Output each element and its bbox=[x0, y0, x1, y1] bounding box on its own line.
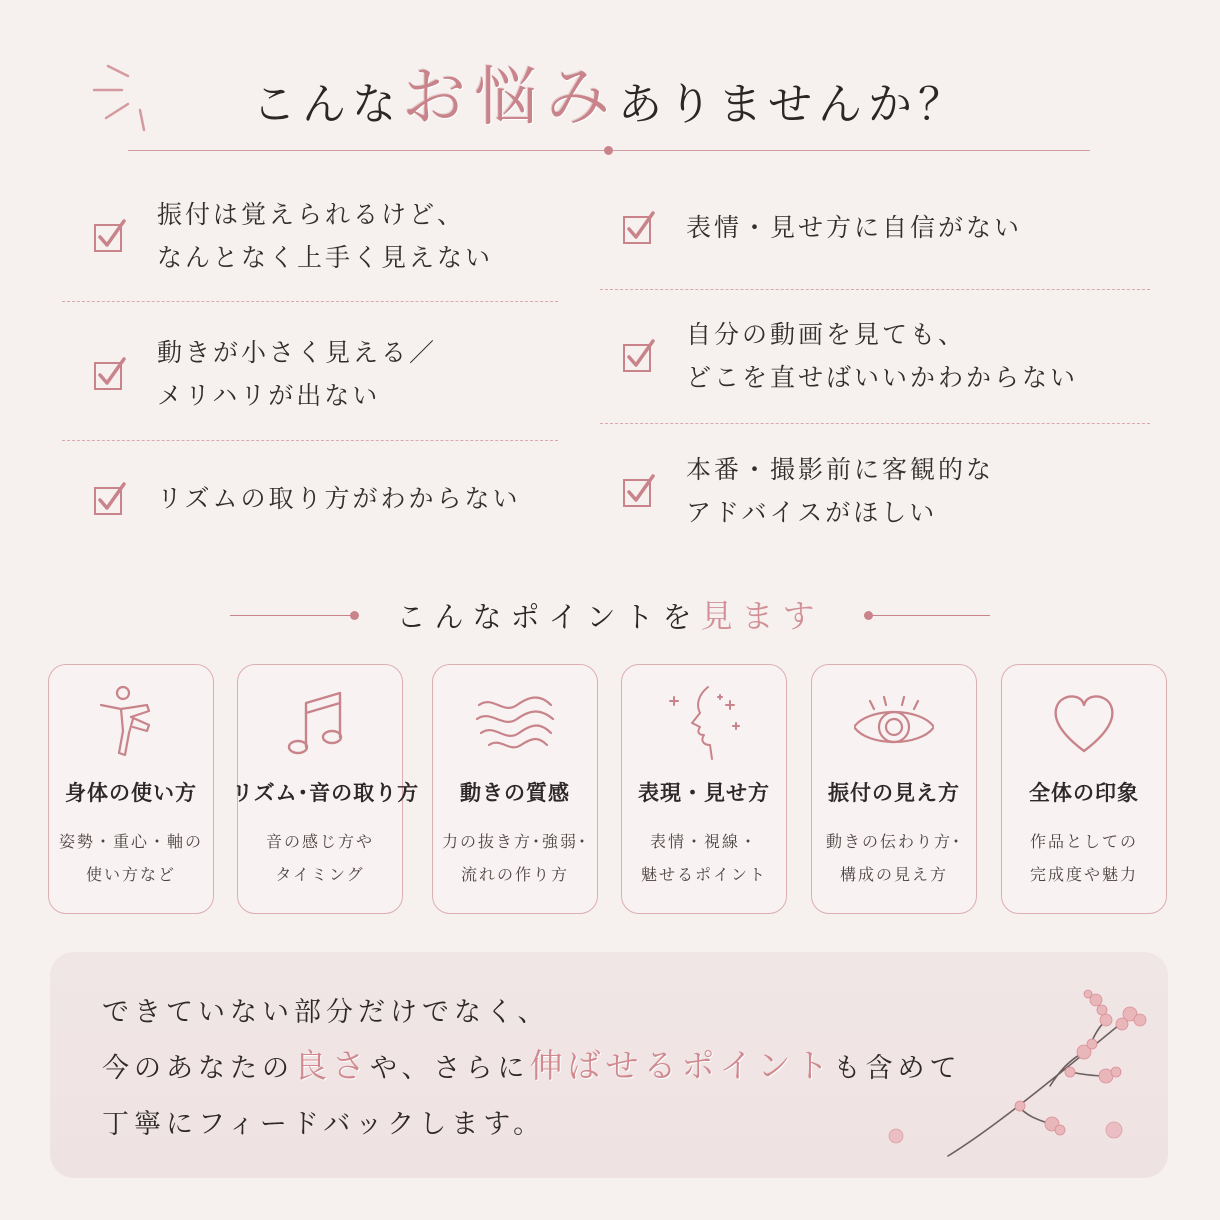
worry-line: アドバイスがほしい bbox=[686, 498, 938, 527]
cherry-blossom-branch-icon bbox=[870, 980, 1160, 1170]
title-divider-dot bbox=[604, 146, 613, 155]
card-desc-line: 完成度や魅力 bbox=[1029, 865, 1138, 884]
title-pre: こんな bbox=[252, 79, 402, 130]
heart-icon bbox=[1044, 683, 1124, 763]
card-desc-line: 構成の見え方 bbox=[839, 865, 948, 884]
closing-accent-goodness: 良さ bbox=[294, 1046, 370, 1085]
card-desc-line: 力の抜き方･強弱･ bbox=[441, 832, 588, 851]
point-card bbox=[48, 664, 214, 914]
worry-line: 振付は覚えられるけど、 bbox=[157, 200, 466, 229]
music-note-icon bbox=[280, 683, 360, 763]
card-desc-line: 流れの作り方 bbox=[460, 865, 569, 884]
worry-line: 動きが小さく見える／ bbox=[157, 338, 438, 367]
title-accent: お悩み bbox=[402, 61, 618, 135]
card-desc-line: 表情・視線・ bbox=[649, 832, 758, 851]
worry-item bbox=[622, 448, 994, 534]
dashed-divider bbox=[62, 440, 558, 441]
closing-line-3: 丁寧にフィードバックします。 bbox=[102, 1109, 546, 1140]
checkbox-checked-icon bbox=[622, 211, 656, 245]
checkbox-checked-icon bbox=[622, 474, 656, 508]
closing-text: も含めて bbox=[833, 1053, 962, 1084]
worry-line: 表情・見せ方に自信がない bbox=[686, 213, 1023, 242]
closing-accent-growth-points: 伸ばせるポイント bbox=[529, 1046, 834, 1085]
card-desc-line: 魅せるポイント bbox=[640, 865, 767, 884]
card-title: リズム･音の取り方 bbox=[232, 780, 420, 805]
point-card bbox=[811, 664, 977, 914]
point-card bbox=[232, 664, 420, 914]
worry-line: 自分の動画を見ても、 bbox=[686, 320, 967, 349]
page-title bbox=[0, 58, 1220, 154]
dancer-icon bbox=[91, 683, 171, 763]
worry-line: どこを直せばいいかわからない bbox=[686, 363, 1079, 392]
points-heading bbox=[0, 588, 1220, 650]
eye-icon bbox=[854, 683, 934, 763]
worry-item bbox=[93, 331, 437, 417]
dashed-divider bbox=[600, 289, 1150, 290]
worry-line: メリハリが出ない bbox=[157, 381, 381, 410]
points-heading-accent: 見ます bbox=[700, 597, 824, 635]
wave-icon bbox=[475, 683, 555, 763]
card-title: 全体の印象 bbox=[1029, 780, 1139, 805]
card-title: 動きの質感 bbox=[460, 780, 570, 805]
worry-item bbox=[622, 313, 1078, 399]
worry-line: なんとなく上手く見えない bbox=[157, 243, 494, 272]
card-desc-line: 姿勢・重心・軸の bbox=[58, 832, 203, 851]
dashed-divider bbox=[600, 423, 1150, 424]
checkbox-checked-icon bbox=[622, 339, 656, 373]
points-heading-pre: こんなポイントを bbox=[396, 600, 701, 634]
checkbox-checked-icon bbox=[93, 219, 127, 253]
point-card bbox=[432, 664, 598, 914]
card-desc-line: 音の感じ方や bbox=[265, 832, 374, 851]
worry-line: 本番・撮影前に客観的な bbox=[686, 455, 995, 484]
card-title: 振付の見え方 bbox=[828, 780, 960, 805]
checkbox-checked-icon bbox=[93, 357, 127, 391]
card-desc-line: 動きの伝わり方･ bbox=[825, 832, 962, 851]
point-card bbox=[1001, 664, 1167, 914]
worry-item bbox=[93, 193, 493, 279]
dashed-divider bbox=[62, 301, 558, 302]
worry-line: リズムの取り方がわからない bbox=[157, 484, 521, 513]
point-card bbox=[621, 664, 787, 914]
card-desc-line: 作品としての bbox=[1029, 832, 1138, 851]
card-desc-line: 使い方など bbox=[85, 865, 176, 884]
closing-line-2 bbox=[102, 1040, 961, 1087]
card-desc-line: タイミング bbox=[275, 865, 365, 884]
checkbox-checked-icon bbox=[93, 482, 127, 516]
card-title: 表現・見せ方 bbox=[638, 780, 770, 805]
closing-text: や、さらに bbox=[370, 1053, 530, 1084]
worry-item bbox=[622, 206, 1022, 249]
closing-text: 今のあなたの bbox=[102, 1053, 294, 1084]
title-post: ありませんか？ bbox=[618, 79, 968, 130]
card-title: 身体の使い方 bbox=[65, 780, 197, 805]
worry-item bbox=[93, 477, 521, 520]
face-profile-icon bbox=[664, 683, 744, 763]
closing-line-1: できていない部分だけでなく、 bbox=[102, 997, 550, 1028]
